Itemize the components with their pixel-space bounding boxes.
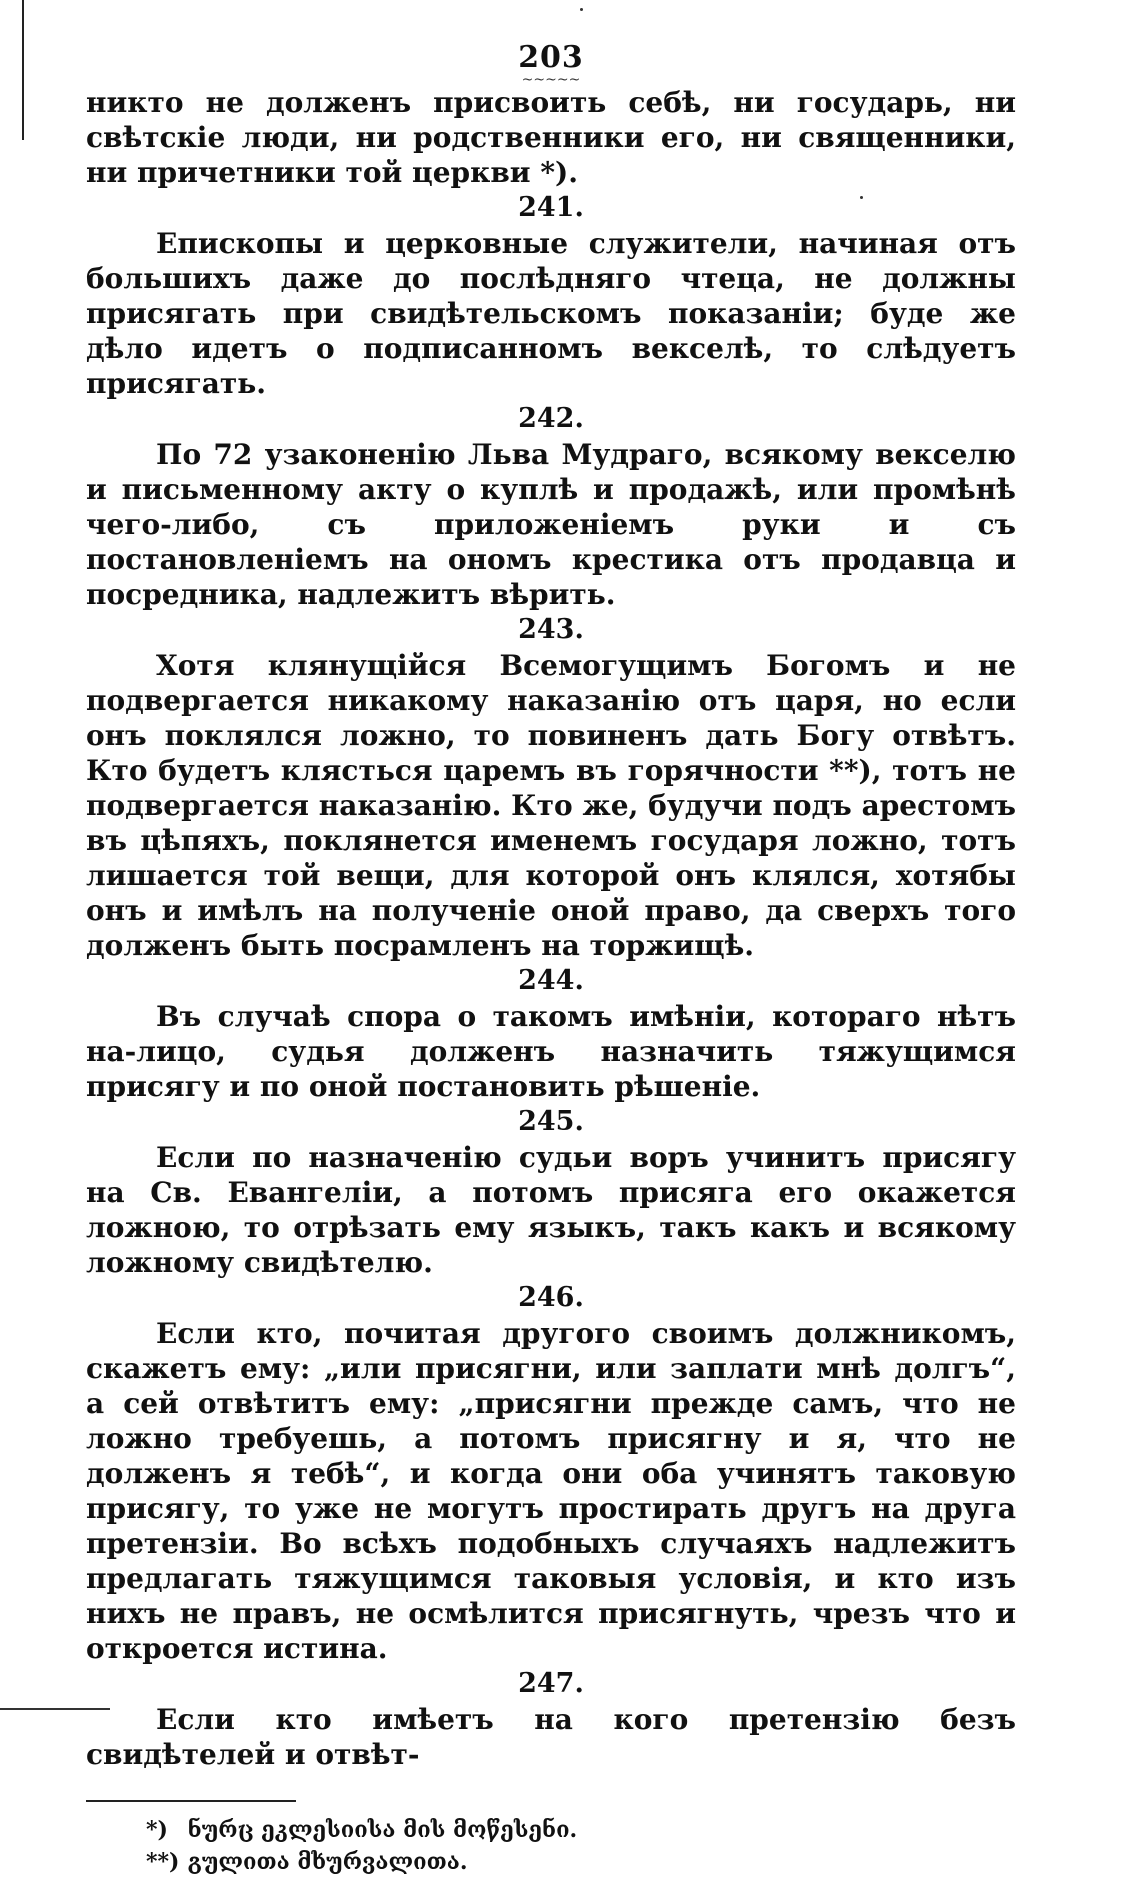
paragraph: Епископы и церковные служители, начиная отъ большихъ даже до послѣдняго чтеца, не должны присягать при свидѣтельскомъ показаніи; буде же дѣло идетъ о подписанномъ векселѣ, то слѣдуетъ присягать.	[86, 227, 1016, 400]
footnote-mark: **)	[146, 1849, 180, 1875]
paragraph: Хотя клянущійся Всемогущимъ Богомъ и не подвергается никакому наказанію отъ царя, но если онъ поклялся ложно, то повиненъ дать Богу отвѣтъ. Кто будетъ клясться царемъ въ горячности **), тотъ не подвергается наказанію. Кто же, будучи подъ арестомъ въ цѣпяхъ, поклянется именемъ государя ложно, тотъ лишается той вещи, для которой онъ клялся, хотябы онъ и имѣлъ на полученіе оной право, да сверхъ того долженъ быть посрамленъ на торжищѣ.	[86, 649, 1016, 962]
paragraph: Если по назначенію судьи воръ учинитъ присягу на Св. Евангеліи, а потомъ присяга его окажется ложною, то отрѣзать ему языкъ, такъ какъ и всякому ложному свидѣтелю.	[86, 1141, 1016, 1279]
page-number-ornament: ~~~~~	[521, 72, 581, 88]
section-number: 245.	[518, 1106, 584, 1137]
footnote	[146, 1846, 1016, 1878]
section-number: 246.	[518, 1282, 584, 1313]
footnote-text: ნურც ეკლესიისა მის მოწესენი.	[187, 1817, 578, 1843]
print-speck	[580, 8, 583, 11]
footnote-divider	[86, 1800, 296, 1802]
paragraph: Если кто имѣетъ на кого претензію безъ свидѣтелей и отвѣт-	[86, 1703, 1016, 1771]
section-number: 241.	[518, 192, 584, 223]
paragraph: Если кто, почитая другого своимъ должникомъ, скажетъ ему: „или присягни, или заплати мнѣ долгъ“, а сей отвѣтитъ ему: „присягни прежде самъ, что не ложно требуешь, а потомъ присягну и я, что не долженъ я тебѣ“, и когда они оба учинятъ таковую присягу, то уже не могутъ простирать другъ на друга претензіи. Во всѣхъ подобныхъ случаяхъ надлежитъ предлагать тяжущимся таковыя условія, и кто изъ нихъ не правъ, не осмѣлится присягнуть, чрезъ что и откроется истина.	[86, 1317, 1016, 1665]
paragraph: Въ случаѣ спора о такомъ имѣніи, котораго нѣтъ на-лицо, судья долженъ назначить тяжущимся присягу и по оной постановить рѣшеніе.	[86, 1000, 1016, 1103]
section-number: 244.	[518, 965, 584, 996]
bottom-edge-rule	[0, 1708, 110, 1710]
left-margin-rule	[22, 0, 24, 140]
section-number: 247.	[518, 1668, 584, 1699]
footnote-text: გულითა მხურვალითა.	[187, 1849, 468, 1875]
footnotes	[86, 1814, 1016, 1878]
page-number: 203	[518, 40, 584, 75]
section-number: 243.	[518, 614, 584, 645]
main-text	[86, 85, 1016, 1772]
paragraph: По 72 узаконенію Льва Мудраго, всякому векселю и письменному акту о куплѣ и продажѣ, или промѣнѣ чего-либо, съ приложеніемъ руки и съ постановленіемъ на ономъ крестика отъ продавца и посредника, надлежитъ вѣрить.	[86, 438, 1016, 611]
footnote-mark: *)	[146, 1817, 168, 1843]
footnote	[146, 1814, 1016, 1846]
paragraph: никто не долженъ присвоить себѣ, ни государь, ни свѣтскіе люди, ни родственники его, ни священники, ни причетники той церкви *).	[86, 86, 1016, 189]
book-page	[86, 40, 1016, 1878]
section-number: 242.	[518, 403, 584, 434]
